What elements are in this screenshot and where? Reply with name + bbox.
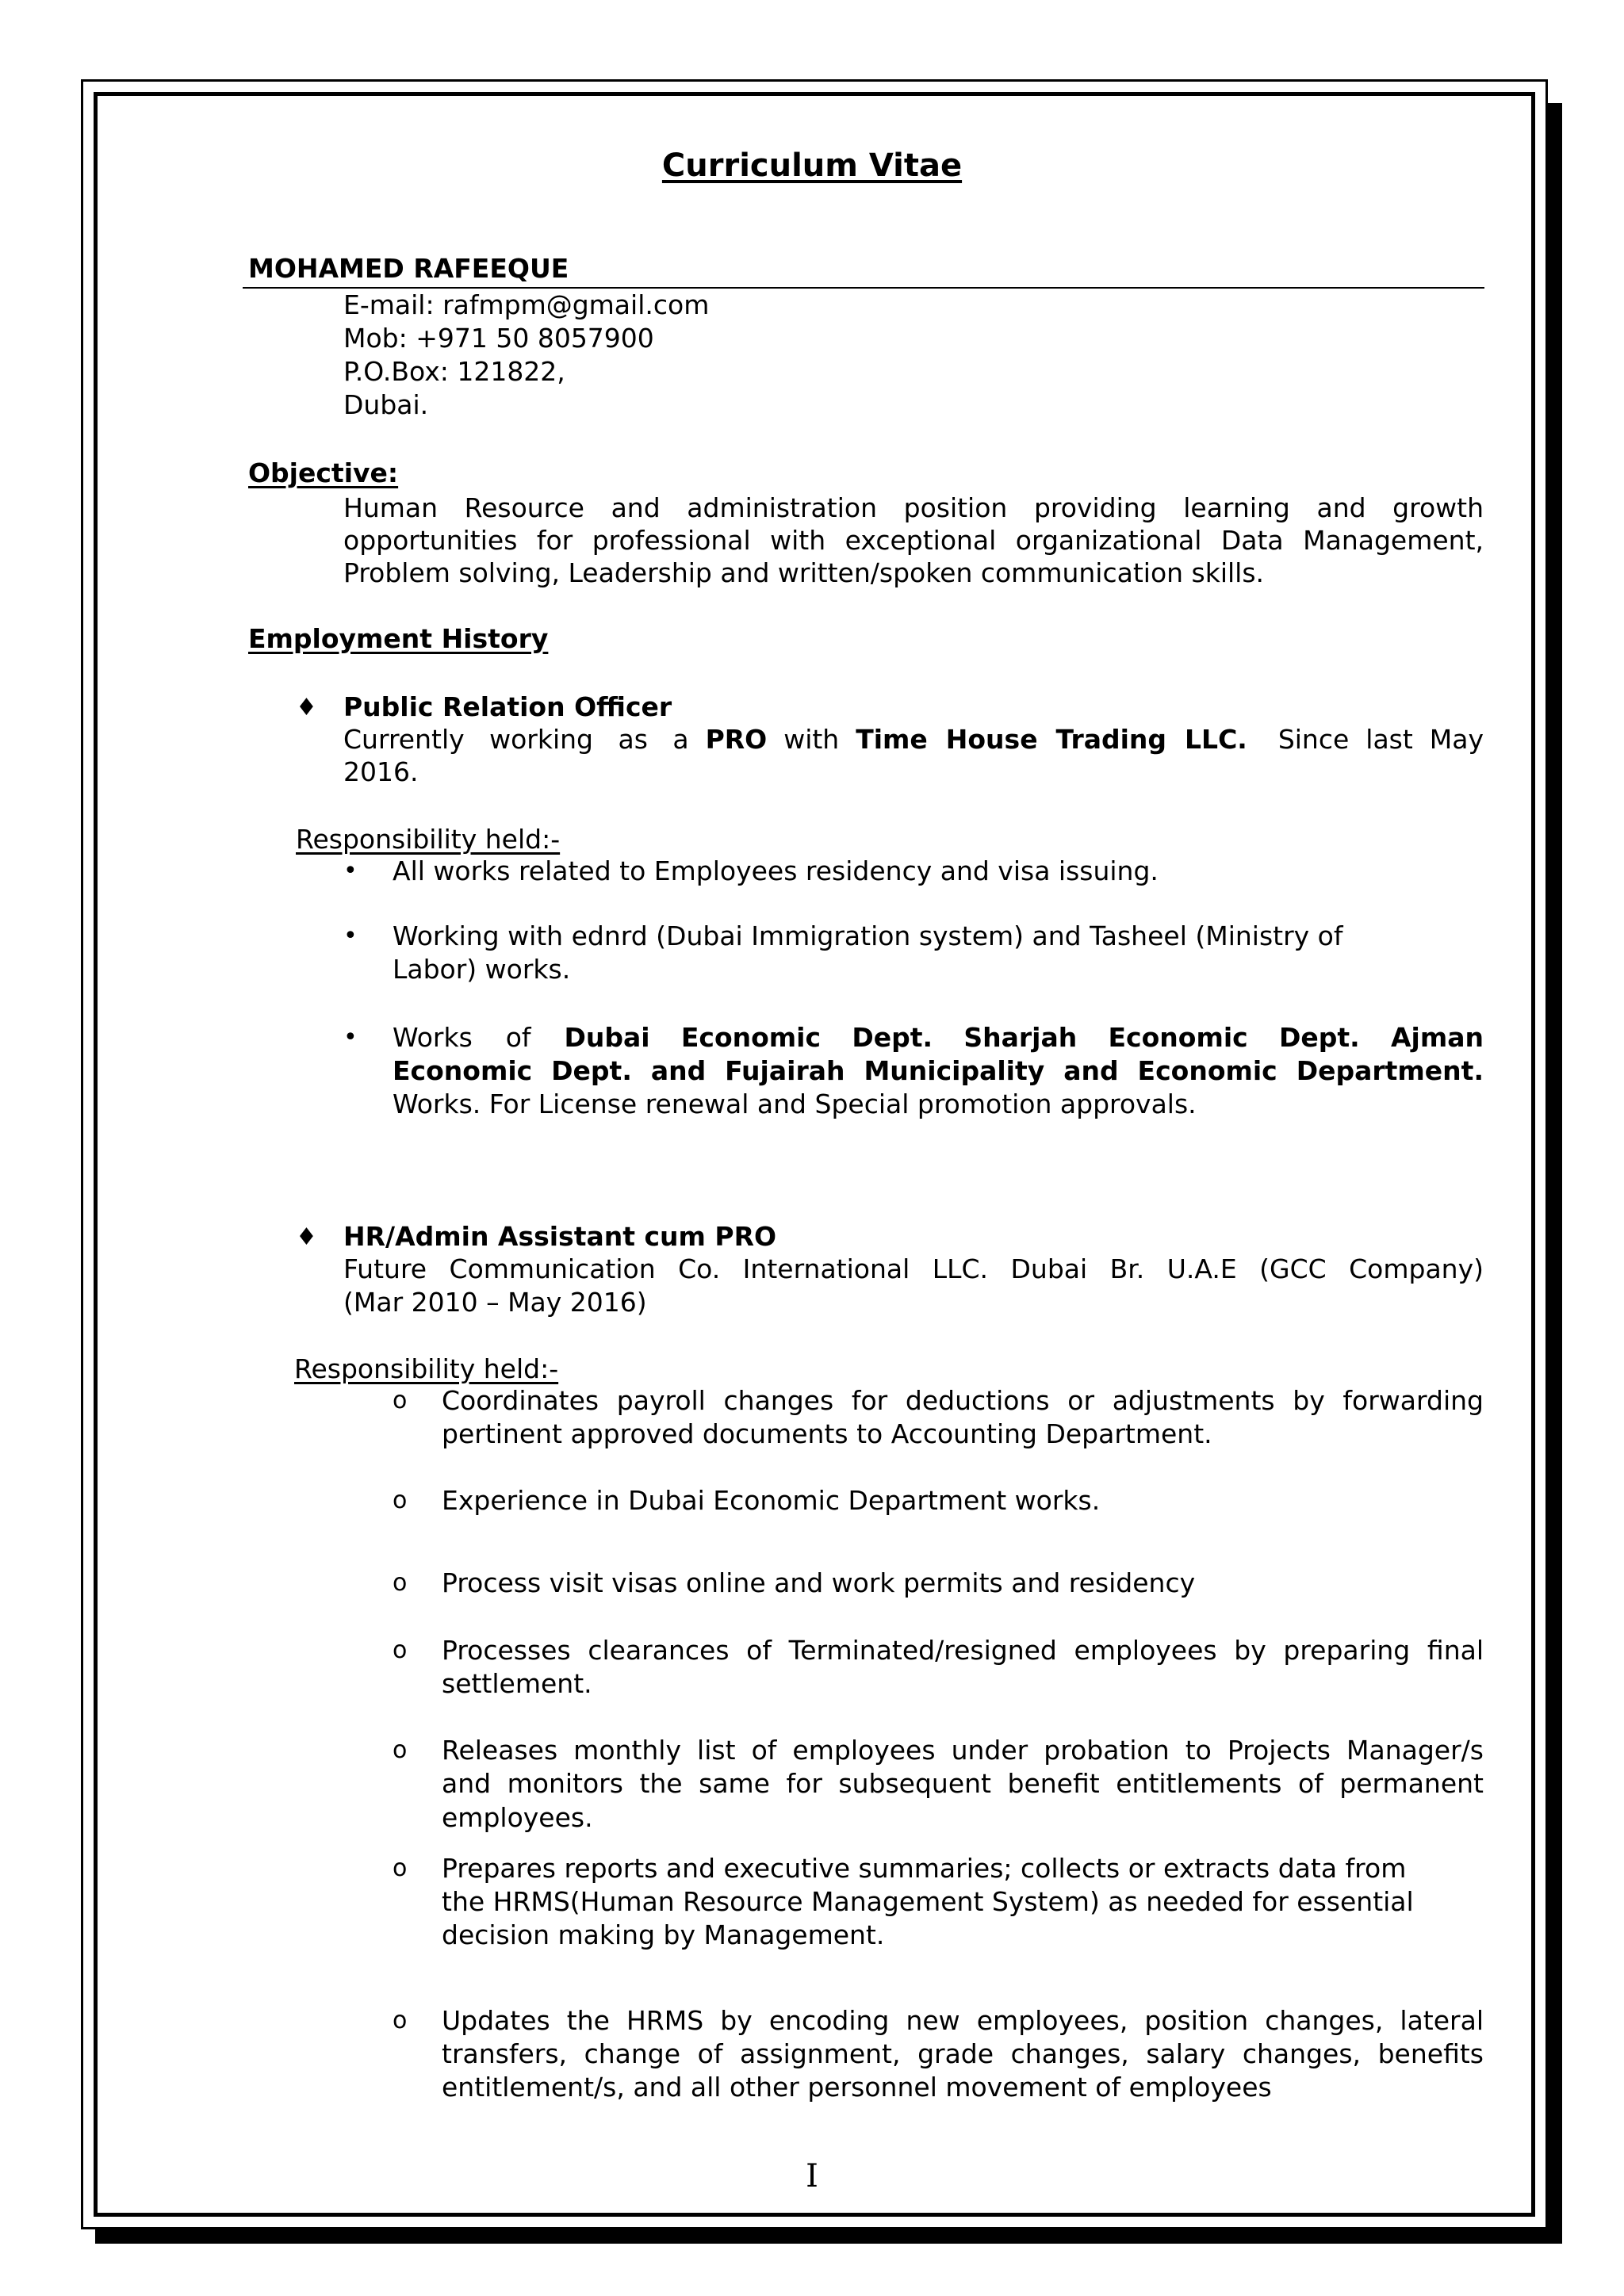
list-bullet: • xyxy=(343,922,358,950)
list-item: Processes clearances of Terminated/resigned employees by preparing final xyxy=(442,1635,1484,1666)
list-item xyxy=(393,1021,1484,1054)
list-item: Releases monthly list of employees under probation to Projects Manager/s xyxy=(442,1735,1484,1766)
job-bullet-diamond: ♦ xyxy=(296,694,317,721)
list-item: and monitors the same for subsequent benefit entitlements of permanent xyxy=(442,1768,1484,1799)
list-item: Labor) works. xyxy=(393,954,571,985)
list-item: entitlement/s, and all other personnel movement of employees xyxy=(442,2072,1272,2103)
list-bullet: o xyxy=(393,1387,408,1414)
list-bullet: o xyxy=(393,2007,408,2034)
list-item-bold: Economic Dept. and Fujairah Municipality and Economic Department. xyxy=(393,1055,1484,1086)
objective-heading: Objective: xyxy=(248,457,399,488)
candidate-name: MOHAMED RAFEEQUE xyxy=(248,253,569,284)
list-item: Process visit visas online and work permits and residency xyxy=(442,1567,1196,1598)
list-item: Updates the HRMS by encoding new employees, position changes, lateral xyxy=(442,2005,1484,2036)
list-bullet: • xyxy=(343,1024,358,1051)
list-item: Coordinates payroll changes for deductions or adjustments by forwarding xyxy=(442,1385,1484,1416)
job-desc-text: Currently working as a xyxy=(343,724,706,755)
job-company: Future Communication Co. International LLC. Dubai Br. U.A.E (GCC Company) xyxy=(343,1253,1484,1284)
list-bullet: o xyxy=(393,1854,408,1882)
list-bullet: o xyxy=(393,1569,408,1597)
list-bullet: o xyxy=(393,1736,408,1764)
list-item: Works. For License renewal and Special promotion approvals. xyxy=(393,1089,1197,1119)
list-item: Experience in Dubai Economic Department works. xyxy=(442,1485,1101,1516)
objective-line: Problem solving, Leadership and written/spoken communication skills. xyxy=(343,557,1265,588)
job-desc-company: Time House Trading LLC. xyxy=(856,724,1247,755)
list-item: employees. xyxy=(442,1802,593,1833)
list-item-bold: Dubai Economic Dept. Sharjah Economic Dept. Ajman xyxy=(564,1022,1484,1053)
list-item: the HRMS(Human Resource Management System) as needed for essential xyxy=(442,1886,1414,1917)
contact-email: E-mail: rafmpm@gmail.com xyxy=(343,289,710,320)
list-item: All works related to Employees residency and visa issuing. xyxy=(393,855,1159,886)
page-number: I xyxy=(806,2158,818,2195)
job-desc-line2: 2016. xyxy=(343,756,419,787)
objective-line: Human Resource and administration position providing learning and growth xyxy=(343,492,1484,523)
employment-heading: Employment History xyxy=(248,623,549,654)
list-bullet: • xyxy=(343,857,358,885)
contact-mobile: Mob: +971 50 8057900 xyxy=(343,323,654,354)
job-dates: (Mar 2010 – May 2016) xyxy=(343,1287,647,1318)
list-item: decision making by Management. xyxy=(442,1919,885,1950)
list-item-text: Works of xyxy=(393,1022,565,1053)
job-bullet-diamond: ♦ xyxy=(296,1223,317,1251)
list-bullet: o xyxy=(393,1487,408,1514)
job-desc-role: PRO xyxy=(705,724,768,755)
objective-line: opportunities for professional with exceptional organizational Data Management, xyxy=(343,525,1484,556)
responsibility-heading: Responsibility held:- xyxy=(296,824,561,855)
responsibility-heading: Responsibility held:- xyxy=(294,1353,559,1384)
job-desc-text: with xyxy=(767,724,856,755)
document-title: Curriculum Vitae xyxy=(661,147,963,184)
job-title: Public Relation Officer xyxy=(343,691,672,722)
job-desc-text: Since last May xyxy=(1253,724,1484,755)
contact-city: Dubai. xyxy=(343,389,429,420)
list-item: settlement. xyxy=(442,1668,592,1699)
contact-pobox: P.O.Box: 121822, xyxy=(343,356,565,387)
list-item: Working with ednrd (Dubai Immigration system) and Tasheel (Ministry of xyxy=(393,920,1343,951)
list-item: Prepares reports and executive summaries; collects or extracts data from xyxy=(442,1853,1407,1884)
job-description xyxy=(343,723,1484,756)
list-item: transfers, change of assignment, grade changes, salary changes, benefits xyxy=(442,2038,1484,2069)
list-bullet: o xyxy=(393,1636,408,1664)
list-item: pertinent approved documents to Accounting Department. xyxy=(442,1418,1212,1449)
job-title: HR/Admin Assistant cum PRO xyxy=(343,1221,777,1252)
